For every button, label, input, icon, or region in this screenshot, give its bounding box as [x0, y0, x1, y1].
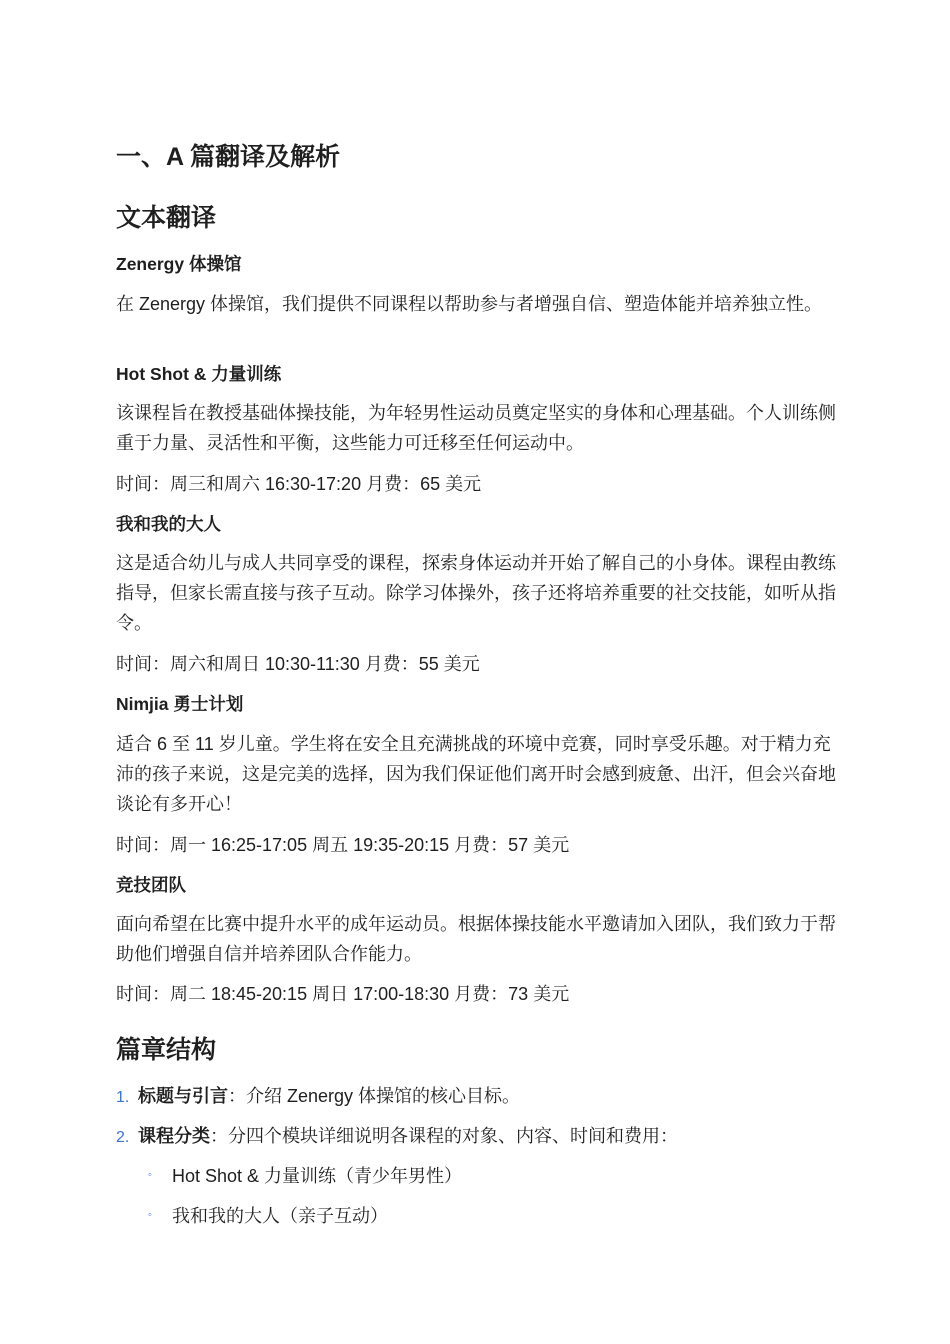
course-schedule-nimjia: 时间：周一 16:25-17:05 周五 19:35-20:15 月费：57 美元: [116, 835, 570, 855]
circle-bullet-icon: ◦: [148, 1209, 152, 1222]
circle-bullet-icon: ◦: [148, 1169, 152, 1182]
list-item: [116, 1081, 520, 1113]
sub-list-item: [148, 1161, 462, 1192]
list-number: 2.: [116, 1129, 130, 1146]
course-schedule-hot-shot: 时间：周三和周六 16:30-17:20 月费：65 美元: [116, 474, 482, 494]
course-desc-competition-team: 面向希望在比赛中提升水平的成年运动员。根据体操技能水平邀请加入团队，我们致力于帮助他们增强自信并培养团队合作能力。: [116, 914, 836, 964]
section-title: 一、A 篇翻译及解析: [116, 143, 341, 171]
course-desc-nimjia: 适合 6 至 11 岁儿童。学生将在安全且充满挑战的环境中竞赛，同时享受乐趣。对于精力充沛的孩子来说，这是完美的选择，因为我们保证他们离开时会感到疲惫、出汗，但会兴奋地谈论有多开心！: [116, 734, 836, 814]
course-title-competition-team: 竞技团队: [116, 875, 186, 895]
list-number: 1.: [116, 1089, 130, 1106]
course-title-me-and-my-adult: 我和我的大人: [116, 514, 221, 534]
course-schedule-me-and-my-adult: 时间：周六和周日 10:30-11:30 月费：55 美元: [116, 654, 480, 674]
list-item-label: 标题与引言: [138, 1086, 228, 1106]
course-title-hot-shot: Hot Shot & 力量训练: [116, 364, 282, 384]
sub-list-item-text: Hot Shot & 力量训练（青少年男性）: [172, 1166, 463, 1186]
course-desc-hot-shot: 该课程旨在教授基础体操技能，为年轻男性运动员奠定坚实的身体和心理基础。个人训练侧重于力量、灵活性和平衡，这些能力可迁移至任何运动中。: [116, 403, 836, 453]
sub-list-item: [148, 1201, 388, 1232]
list-item-text: ：介绍 Zenergy 体操馆的核心目标。: [228, 1086, 521, 1106]
course-schedule-competition-team: 时间：周二 18:45-20:15 周日 17:00-18:30 月费：73 美元: [116, 984, 570, 1004]
course-desc-me-and-my-adult: 这是适合幼儿与成人共同享受的课程，探索身体运动并开始了解自己的小身体。课程由教练指导，但家长需直接与孩子互动。除学习体操外，孩子还将培养重要的社交技能，如听从指令。: [116, 553, 836, 633]
structure-heading: 篇章结构: [116, 1036, 217, 1064]
list-item-text: ：分四个模块详细说明各课程的对象、内容、时间和费用：: [210, 1126, 678, 1146]
course-title-nimjia: Nimjia 勇士计划: [116, 694, 244, 714]
sub-list-item-text: 我和我的大人（亲子互动）: [172, 1206, 388, 1226]
intro-paragraph: 在 Zenergy 体操馆，我们提供不同课程以帮助参与者增强自信、塑造体能并培养独立性。: [116, 294, 823, 314]
translation-heading: 文本翻译: [116, 204, 217, 232]
gym-title: Zenergy 体操馆: [116, 254, 242, 274]
list-item: [116, 1121, 678, 1153]
list-item-label: 课程分类: [138, 1126, 210, 1146]
